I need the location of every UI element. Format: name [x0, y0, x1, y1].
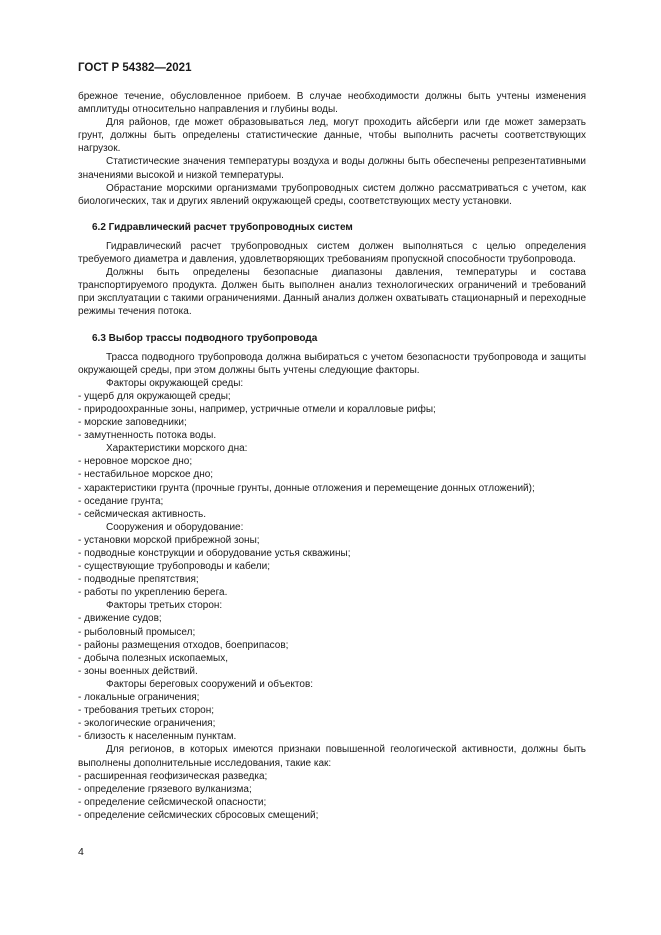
- paragraph: Статистические значения температуры воздуха и воды должны быть обеспечены репрезентативными значениями высокой и низкой температуры.: [78, 156, 586, 181]
- list-item: - природоохранные зоны, например, устричные отмели и коралловые рифы;: [78, 403, 436, 415]
- section-heading-6-2: 6.2 Гидравлический расчет трубопроводных систем: [92, 221, 353, 233]
- list-item: - оседание грунта;: [78, 495, 164, 507]
- list-item: - близость к населенным пунктам.: [78, 731, 237, 743]
- list-item: - характеристики грунта (прочные грунты, донные отложения и перемещение донных отложений);: [78, 482, 535, 494]
- list-item: - расширенная геофизическая разведка;: [78, 770, 268, 782]
- paragraph: Должны быть определены безопасные диапазоны давления, температуры и состава транспортируемого продукта. Должен быть выполнен анализ технологических ограничений и требований при эксплуатации с такими ограничениями. Данный анализ должен охватывать стационарный и переходные режимы течения потока.: [78, 267, 586, 318]
- list-item: - замутненность потока воды.: [78, 430, 217, 442]
- list-item: - сейсмическая активность.: [78, 508, 207, 520]
- document-header: ГОСТ Р 54382—2021: [78, 62, 192, 74]
- paragraph: Трасса подводного трубопровода должна выбираться с учетом безопасности трубопровода и защиты окружающей среды, при этом должны быть учтены следующие факторы.: [78, 351, 586, 376]
- list-item: - работы по укреплению берега.: [78, 587, 228, 599]
- list-item: - районы размещения отходов, боеприпасов;: [78, 639, 289, 651]
- page-number: 4: [78, 846, 84, 858]
- list-item: - добыча полезных ископаемых,: [78, 652, 228, 664]
- list-item: - ущерб для окружающей среды;: [78, 390, 231, 402]
- paragraph: Для регионов, в которых имеются признаки повышенной геологической активности, должны быть выполнены дополнительные исследования, такие как:: [78, 744, 586, 769]
- list-item: - подводные препятствия;: [78, 574, 199, 586]
- list-item: - определение сейсмических сбросовых смещений;: [78, 809, 319, 821]
- list-item: - локальные ограничения;: [78, 692, 200, 704]
- group-label: Сооружения и оборудование:: [106, 521, 244, 533]
- list-item: - неровное морское дно;: [78, 456, 193, 468]
- list-item: - определение грязевого вулканизма;: [78, 783, 252, 795]
- document-body: [78, 90, 586, 822]
- list-item: - рыболовный промысел;: [78, 626, 196, 638]
- paragraph: Для районов, где может образовываться лед, могут проходить айсберги или где может замерзать грунт, должны быть определены статистические данные, чтобы выполнить расчеты соответствующих нагрузок.: [78, 117, 586, 155]
- list-item: - морские заповедники;: [78, 417, 187, 429]
- group-label: Факторы береговых сооружений и объектов:: [106, 678, 314, 690]
- list-item: - требования третьих сторон;: [78, 705, 215, 717]
- group-label: Факторы третьих сторон:: [106, 600, 223, 612]
- list-item: - зоны военных действий.: [78, 665, 198, 677]
- list-item: - определение сейсмической опасности;: [78, 796, 267, 808]
- paragraph: Гидравлический расчет трубопроводных систем должен выполняться с целью определения требуемого диаметра и давления, удовлетворяющих требованиям пропускной способности трубопровода.: [78, 240, 586, 266]
- group-label: Характеристики морского дна:: [106, 443, 248, 455]
- paragraph: брежное течение, обусловленное прибоем. В случае необходимости должны быть учтены изменения амплитуды относительно направления и глубины воды.: [78, 91, 586, 116]
- list-item: - подводные конструкции и оборудование устья скважины;: [78, 548, 351, 559]
- list-item: - существующие трубопроводы и кабели;: [78, 561, 270, 573]
- list-item: - движение судов;: [78, 613, 162, 625]
- list-item: - нестабильное морское дно;: [78, 469, 214, 481]
- paragraph: Обрастание морскими организмами трубопроводных систем должно рассматриваться с учетом, как биологических, так и других явлений окружающей среды, соответствующих месту установки.: [78, 182, 586, 207]
- list-item: - экологические ограничения;: [78, 718, 216, 730]
- group-label: Факторы окружающей среды:: [106, 377, 244, 389]
- list-item: - установки морской прибрежной зоны;: [78, 534, 260, 546]
- section-heading-6-3: 6.3 Выбор трассы подводного трубопровода: [92, 332, 318, 344]
